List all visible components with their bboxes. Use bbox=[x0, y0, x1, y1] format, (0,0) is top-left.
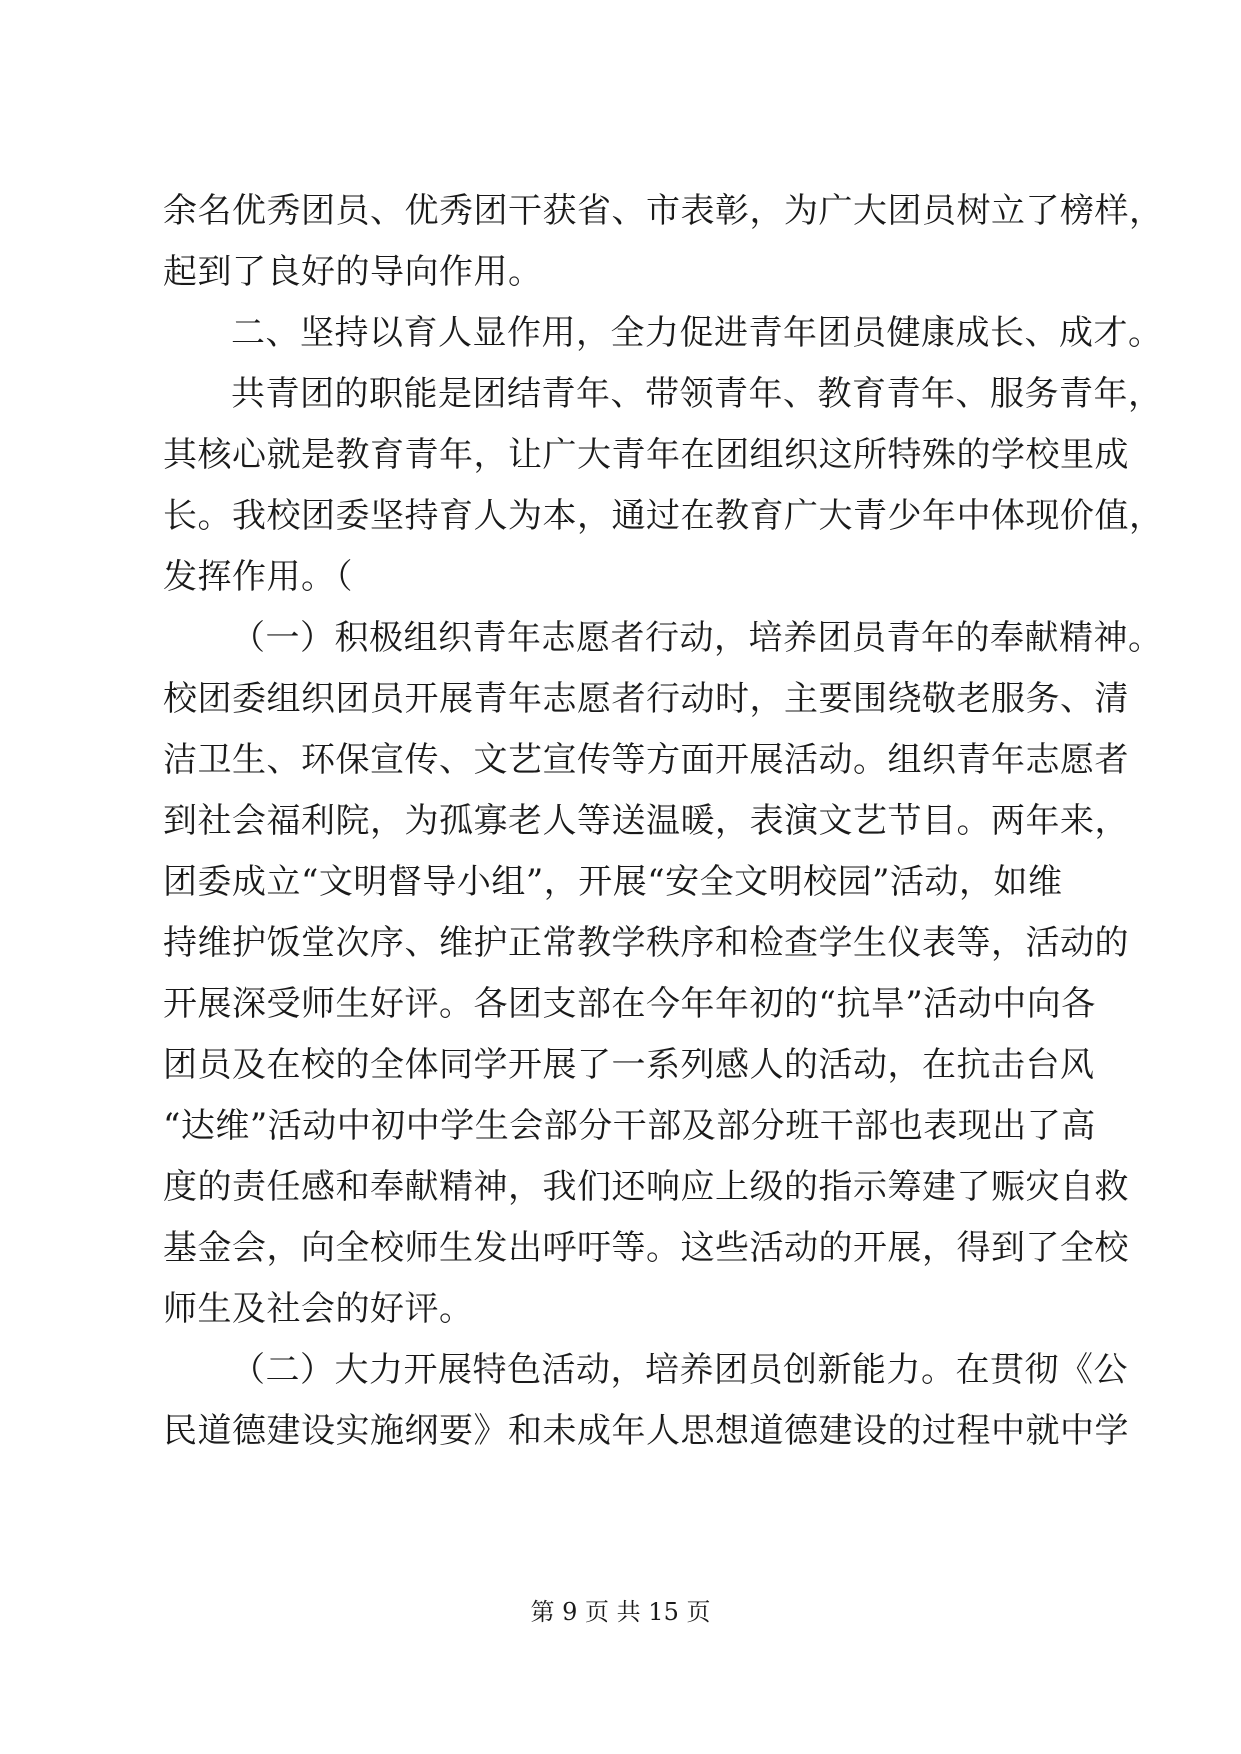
text-line: 余名优秀团员、优秀团干获省、市表彰，为广大团员树立了榜样， bbox=[163, 191, 1164, 231]
text-line: 持维护饭堂次序、维护正常教学秩序和检查学生仪表等，活动的 bbox=[163, 923, 1129, 963]
text-line: 度的责任感和奉献精神，我们还响应上级的指示筹建了赈灾自救 bbox=[163, 1167, 1129, 1207]
text-line: 其核心就是教育青年，让广大青年在团组织这所特殊的学校里成 bbox=[163, 435, 1129, 475]
text-line: 团委成立“文明督导小组”，开展“安全文明校园”活动，如维 bbox=[163, 862, 1063, 902]
text-line: 发挥作用。（ bbox=[163, 557, 353, 597]
text-line: 起到了良好的导向作用。 bbox=[163, 252, 543, 292]
text-line: 洁卫生、环保宣传、文艺宣传等方面开展活动。组织青年志愿者 bbox=[163, 740, 1129, 780]
text-line: 民道德建设实施纲要》和未成年人思想道德建设的过程中就中学 bbox=[163, 1411, 1129, 1451]
text-line: 长。我校团委坚持育人为本，通过在教育广大青少年中体现价值， bbox=[163, 496, 1164, 536]
section-heading: 二、坚持以育人显作用，全力促进青年团员健康成长、成才。 bbox=[231, 313, 1163, 353]
text-line: “达维”活动中初中学生会部分干部及部分班干部也表现出了高 bbox=[163, 1106, 1096, 1146]
text-line: 到社会福利院，为孤寡老人等送温暖，表演文艺节目。两年来， bbox=[163, 801, 1129, 841]
subsection-heading: （一）积极组织青年志愿者行动，培养团员青年的奉献精神。 bbox=[231, 618, 1163, 658]
text-line: 共青团的职能是团结青年、带领青年、教育青年、服务青年， bbox=[231, 374, 1163, 414]
text-line: 师生及社会的好评。 bbox=[163, 1289, 474, 1329]
text-line: 开展深受师生好评。各团支部在今年年初的“抗旱”活动中向各 bbox=[163, 984, 1096, 1024]
subsection-heading: （二）大力开展特色活动，培养团员创新能力。在贯彻《公 bbox=[231, 1350, 1128, 1390]
text-line: 基金会，向全校师生发出呼吁等。这些活动的开展，得到了全校 bbox=[163, 1228, 1129, 1268]
text-line: 校团委组织团员开展青年志愿者行动时，主要围绕敬老服务、清 bbox=[163, 679, 1129, 719]
page-number: 第 9 页 共 15 页 bbox=[530, 1598, 711, 1626]
text-line: 团员及在校的全体同学开展了一系列感人的活动，在抗击台风 bbox=[163, 1045, 1095, 1085]
